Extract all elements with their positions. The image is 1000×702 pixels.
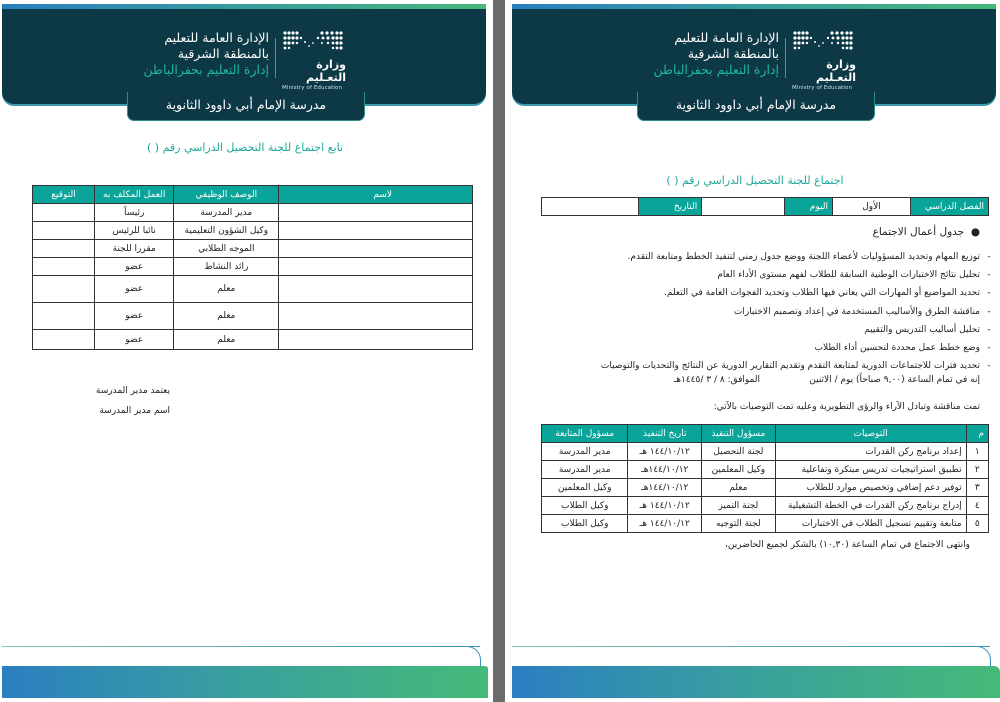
agenda-item: - تحليل نتائج الاختبارات الوطنية السابقة للطلاب لفهم مستوى الأداء العام — [540, 266, 998, 284]
cell-executor: لجنة التميز — [702, 497, 776, 515]
page-header — [512, 4, 996, 104]
page-title: اجتماع للجنة التحصيل الدراسي رقم ( ) — [666, 174, 844, 187]
bullet-icon: ● — [964, 226, 980, 238]
cell-name[interactable] — [279, 276, 473, 303]
table-row — [33, 303, 473, 330]
recommendations-table — [541, 424, 989, 533]
table-row — [542, 497, 989, 515]
ministry-name-ar: وزارة التعـليم — [306, 58, 346, 84]
table-row — [33, 258, 473, 276]
cell-number: ١ — [966, 443, 988, 461]
ministry-name-ar: وزارة التعـليم — [816, 58, 856, 84]
ministry-name-en: Ministry of Education — [282, 85, 343, 91]
footer-gradient-bar — [2, 666, 490, 698]
meeting-time: إنه في تمام الساعة (٩,٠٠ صباحاً) يوم / الاثنين — [809, 375, 980, 385]
ministry-dots-icon — [282, 30, 344, 52]
agenda-item: - تحليل أساليب التدريس والتقييم — [540, 321, 998, 339]
cell-exec-date: ١٤٤/١٠/١٢هـ — [628, 479, 702, 497]
principal-name-label: اسم مدير المدرسة — [99, 406, 170, 416]
cell-name[interactable] — [279, 222, 473, 240]
cell-signature[interactable] — [33, 276, 95, 303]
cell-job: الموجه الطلابي — [174, 240, 279, 258]
header-divider — [275, 38, 276, 78]
org-line-2: بالمنطقة الشرقية — [177, 46, 269, 61]
organization-block — [622, 30, 779, 78]
org-line-3: إدارة التعليم بحفرالباطن — [653, 62, 779, 77]
agenda-heading — [710, 226, 980, 238]
ministry-logo — [792, 30, 856, 91]
agenda-list — [540, 248, 998, 375]
footer-line — [2, 646, 480, 647]
table-row — [542, 461, 989, 479]
cell-recommendation: تطبيق استراتيجيات تدريس مبتكرة وتفاعلية — [775, 461, 966, 479]
cell-signature[interactable] — [33, 303, 95, 330]
day-label: اليوم — [784, 198, 833, 216]
document-page-right — [510, 0, 1000, 702]
cell-name[interactable] — [279, 258, 473, 276]
cell-exec-date: ١٤٤/١٠/١٢ هـ — [628, 515, 702, 533]
org-line-2: بالمنطقة الشرقية — [687, 46, 779, 61]
table-row — [33, 222, 473, 240]
organization-block — [112, 30, 269, 78]
page-separator — [493, 0, 505, 702]
cell-name[interactable] — [279, 204, 473, 222]
table-row — [542, 443, 989, 461]
cell-follow-up: وكيل الطلاب — [542, 515, 628, 533]
agenda-item: - وضع خطط عمل محددة لتحسين أداء الطلاب — [540, 339, 998, 357]
footer-curve — [458, 646, 481, 667]
table-row — [542, 515, 989, 533]
cell-signature[interactable] — [33, 258, 95, 276]
semester-label: الفصل الدراسي — [910, 198, 988, 216]
org-line-1: الإدارة العامة للتعليم — [674, 30, 779, 45]
info-row — [542, 198, 989, 216]
school-name-banner: مدرسة الإمام أبي داوود الثانوية — [637, 92, 875, 121]
agenda-item: - تحديد المواضيع أو المهارات التي يعاني فيها الطلاب وتحديد الفجوات العامة في التعلم. — [540, 284, 998, 302]
cell-executor: لجنة التوجيه — [702, 515, 776, 533]
ministry-name-en: Ministry of Education — [792, 85, 853, 91]
cell-follow-up: وكيل الطلاب — [542, 497, 628, 515]
cell-signature[interactable] — [33, 204, 95, 222]
col-header-follow-up: مسؤول المتابعة — [542, 425, 628, 443]
cell-name[interactable] — [279, 240, 473, 258]
cell-recommendation: توفير دعم إضافي وتخصيص موارد للطلاب — [775, 479, 966, 497]
agenda-item: - مناقشة الطرق والأساليب المستخدمة في إعداد وتصميم الاختبارات — [540, 303, 998, 321]
footer-line — [512, 646, 990, 647]
cell-job: وكيل الشؤون التعليمية — [174, 222, 279, 240]
cell-role: مقررا للجنة — [94, 240, 173, 258]
approval-label: يعتمد مدير المدرسة — [95, 386, 170, 396]
cell-job: معلم — [174, 276, 279, 303]
cell-signature[interactable] — [33, 330, 95, 350]
cell-role: عضو — [94, 330, 173, 350]
table-row — [542, 479, 989, 497]
meeting-date: الموافق: ٨ / ٣ /١٤٤٥هـ — [673, 375, 760, 385]
cell-job: معلم — [174, 330, 279, 350]
cell-number: ٢ — [966, 461, 988, 479]
cell-executor: لجنة التحصيل — [702, 443, 776, 461]
agenda-title: جدول أعمال الاجتماع — [872, 226, 965, 238]
cell-number: ٤ — [966, 497, 988, 515]
table-header-row — [542, 425, 989, 443]
col-header-recommendation: التوصيات — [775, 425, 966, 443]
table-row — [33, 204, 473, 222]
header-accent-stripe — [2, 4, 486, 9]
date-value[interactable] — [542, 198, 639, 216]
ministry-dots-icon — [792, 30, 854, 52]
semester-value[interactable]: الأول — [833, 198, 911, 216]
page-title: تابع اجتماع للجنة التحصيل الدراسي رقم ( ) — [147, 141, 343, 154]
cell-job: معلم — [174, 303, 279, 330]
cell-name[interactable] — [279, 330, 473, 350]
cell-job: رائد النشاط — [174, 258, 279, 276]
cell-name[interactable] — [279, 303, 473, 330]
cell-follow-up: مدير المدرسة — [542, 443, 628, 461]
col-header-number: م — [966, 425, 988, 443]
col-header-exec-date: تاريخ التنفيذ — [628, 425, 702, 443]
org-line-1: الإدارة العامة للتعليم — [164, 30, 269, 45]
cell-role: عضو — [94, 258, 173, 276]
cell-recommendation: إدراج برنامج ركن القدرات في الخطة التشغيلية — [775, 497, 966, 515]
closing-text: وانتهى الاجتماع في تمام الساعة (١٠,٣٠) بالشكر لجميع الحاضرين، — [725, 540, 970, 550]
cell-role: عضو — [94, 303, 173, 330]
col-header-signature: التوقيع — [33, 186, 95, 204]
cell-follow-up: وكيل المعلمين — [542, 479, 628, 497]
discussion-text: تمت مناقشة وتبادل الآراء والرؤى التطويرية وعليه تمت التوصيات بالآتي: — [713, 402, 980, 412]
table-row — [33, 330, 473, 350]
cell-signature[interactable] — [33, 222, 95, 240]
cell-follow-up: مدير المدرسة — [542, 461, 628, 479]
cell-recommendation: متابعة وتقييم تسجيل الطلاب في الاختبارات — [775, 515, 966, 533]
header-accent-stripe — [512, 4, 996, 9]
page-header — [2, 4, 486, 104]
cell-exec-date: ١٤٤/١٠/١٢هـ — [628, 461, 702, 479]
cell-executor: معلم — [702, 479, 776, 497]
cell-number: ٥ — [966, 515, 988, 533]
table-row — [33, 240, 473, 258]
date-label: التاريخ — [638, 198, 701, 216]
cell-job: مدير المدرسة — [174, 204, 279, 222]
col-header-executor: مسؤول التنفيذ — [702, 425, 776, 443]
cell-exec-date: ١٤٤/١٠/١٢ هـ — [628, 497, 702, 515]
document-page-left — [0, 0, 490, 702]
day-value[interactable] — [702, 198, 784, 216]
org-line-3: إدارة التعليم بحفرالباطن — [143, 62, 269, 77]
cell-role: رئيساً — [94, 204, 173, 222]
table-row — [33, 276, 473, 303]
col-header-name: لاسم — [279, 186, 473, 204]
header-divider — [785, 38, 786, 78]
cell-number: ٣ — [966, 479, 988, 497]
attendees-table — [32, 185, 473, 350]
cell-signature[interactable] — [33, 240, 95, 258]
ministry-logo — [282, 30, 346, 91]
col-header-role: العمل المكلف به — [94, 186, 173, 204]
footer-curve — [968, 646, 991, 667]
agenda-item: - تحديد فترات للاجتماعات الدورية لمتابعة التقدم وتقديم التقارير الدورية عن النتائج والتحديات والتوصيات — [540, 357, 998, 375]
school-name-banner: مدرسة الإمام أبي داوود الثانوية — [127, 92, 365, 121]
col-header-job: الوصف الوظيفي — [174, 186, 279, 204]
cell-recommendation: إعداد برنامج ركن القدرات — [775, 443, 966, 461]
footer-gradient-bar — [512, 666, 1000, 698]
cell-executor: وكيل المعلمين — [702, 461, 776, 479]
cell-exec-date: ١٤٤/١٠/١٢ هـ — [628, 443, 702, 461]
cell-role: عضو — [94, 276, 173, 303]
meeting-info-table — [541, 197, 989, 216]
cell-role: نائبا للرئيس — [94, 222, 173, 240]
agenda-item: - توزيع المهام وتحديد المسؤوليات لأعضاء اللجنة ووضع جدول زمني لتنفيذ الخطط ومتابعة التقدم. — [540, 248, 998, 266]
table-header-row — [33, 186, 473, 204]
